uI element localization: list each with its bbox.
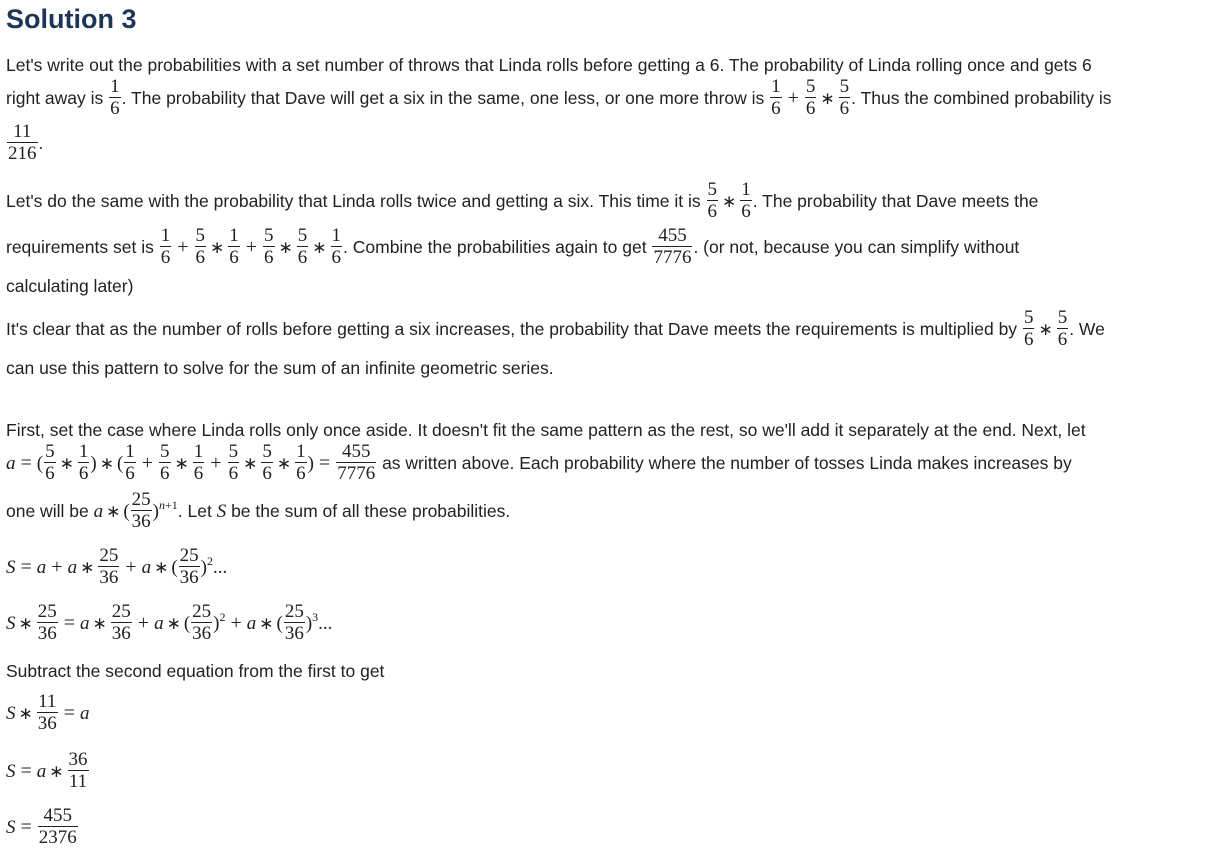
fraction: $\frac{1}{6}$ [78,441,89,484]
fraction: $\frac{5}{6}$ [45,441,55,484]
fraction: $\frac{5}{6}$ [1057,307,1068,350]
fraction: $\frac{1}{6}$ [110,76,120,119]
fraction: $\frac{5}{6}$ [707,179,717,222]
fraction: $\frac{1}{6}$ [193,441,204,484]
fraction: $\frac{5}{6}$ [160,441,170,484]
fraction: $\frac{455}{7776}$ [337,441,376,484]
fraction: $\frac{25}{36}$ [131,489,151,532]
fraction: $\frac{5}{6}$ [195,225,205,268]
p4-line-1: First, set the case where Linda rolls only once aside. It doesn't fit the same pattern as the rest, so we'll add it separately at the end. Next, let [6,420,1086,440]
fraction: $\frac{1}{6}$ [741,179,751,222]
fraction: $\frac{5}{6}$ [1023,307,1034,350]
p2-line-3: calculating later) [6,276,134,296]
fraction: $\frac{5}{6}$ [297,225,308,268]
p1-line-3: $\frac{11}{216}$ . [8,121,44,164]
p3-line-2: can use this pattern to solve for the sum of an infinite geometric series. [6,358,554,378]
fraction: $\frac{25}{36}$ [111,601,131,644]
fraction: $\frac{25}{36}$ [99,545,119,588]
fraction: $\frac{5}{6}$ [228,441,239,484]
p3-line-1: It's clear that as the number of rolls before getting a six increases, the probability that Dave meets the requirements is multiplied by $\frac{5}{6}$ ∗ $\frac{5}{6}$ . We [6,307,1105,350]
p2-line-2: requirements set is $\frac{1}{6}$ + $\frac{5}{6}$ ∗ $\frac{1}{6}$ + $\frac{5}{6}$ ∗ $\frac{5}{6}$ ∗ $\frac{1}{6}$ . Combine the probabilities again to get $\frac{455}{7776}$ . (or not, because you can simplify without [6,225,1020,268]
p2-line-1: Let's do the same with the probability that Linda rolls twice and getting a six. This time it is $\frac{5}{6}$ ∗ $\frac{1}{6}$ . The probability that Dave meets the [6,179,1039,222]
fraction: $\frac{5}{6}$ [262,441,272,484]
equation-3: S ∗ $\frac{11}{36}$ = a [6,691,90,734]
fraction: $\frac{11}{36}$ [37,691,57,734]
fraction: $\frac{1}{6}$ [160,225,171,268]
page-title: Solution 3 [6,4,137,34]
fraction: $\frac{455}{2376}$ [38,805,77,848]
fraction: $\frac{455}{7776}$ [653,225,692,268]
equation-2: S ∗ $\frac{25}{36}$ = a ∗ $\frac{25}{36}$ + a ∗ ( $\frac{25}{36}$ )$^2$ + a ∗ ( $\frac{25}{36}$ )$^3$... [6,601,333,644]
fraction: $\frac{25}{36}$ [192,601,212,644]
fraction: $\frac{1}{6}$ [229,225,239,268]
fraction: $\frac{1}{6}$ [331,225,342,268]
fraction: $\frac{5}{6}$ [805,76,816,119]
p4-line-2: a = ( $\frac{5}{6}$ ∗ $\frac{1}{6}$ ) ∗ ( $\frac{1}{6}$ + $\frac{5}{6}$ ∗ $\frac{1}{6}$ + $\frac{5}{6}$ ∗ $\frac{5}{6}$ ∗ $\frac{1}{6}$ ) = $\frac{455}{7776}$ as written above. Each probability where the number of tosses Linda makes increases by [6,441,1072,484]
subtract-text: Subtract the second equation from the first to get [6,661,385,681]
p1-line-2: right away is $\frac{1}{6}$ . The probability that Dave will get a six in the same, one less, or one more throw is $\frac{1}{6}$ + $\frac{5}{6}$ ∗ $\frac{5}{6}$ . Thus the combined probability is [6,76,1112,119]
fraction: $\frac{25}{36}$ [37,601,57,644]
fraction: $\frac{5}{6}$ [839,76,850,119]
p4-line-3: one will be a ∗ ( $\frac{25}{36}$ )$^{n+1}$. Let S be the sum of all these probabilities. [6,489,511,532]
fraction: $\frac{11}{216}$ [8,121,37,164]
equation-5: S = $\frac{455}{2376}$ [6,805,77,848]
fraction: $\frac{1}{6}$ [296,441,306,484]
fraction: $\frac{25}{36}$ [179,545,199,588]
p1-line-1: Let's write out the probabilities with a set number of throws that Linda rolls before getting a 6. The probability of Linda rolling once and gets 6 [6,55,1092,75]
equation-1: S = a + a ∗ $\frac{25}{36}$ + a ∗ ( $\frac{25}{36}$ )$^2$... [6,545,228,588]
fraction: $\frac{5}{6}$ [264,225,274,268]
fraction: $\frac{1}{6}$ [771,76,781,119]
fraction: $\frac{36}{11}$ [68,749,88,792]
equation-4: S = a ∗ $\frac{36}{11}$ [6,749,88,792]
fraction: $\frac{1}{6}$ [125,441,135,484]
fraction: $\frac{25}{36}$ [284,601,304,644]
